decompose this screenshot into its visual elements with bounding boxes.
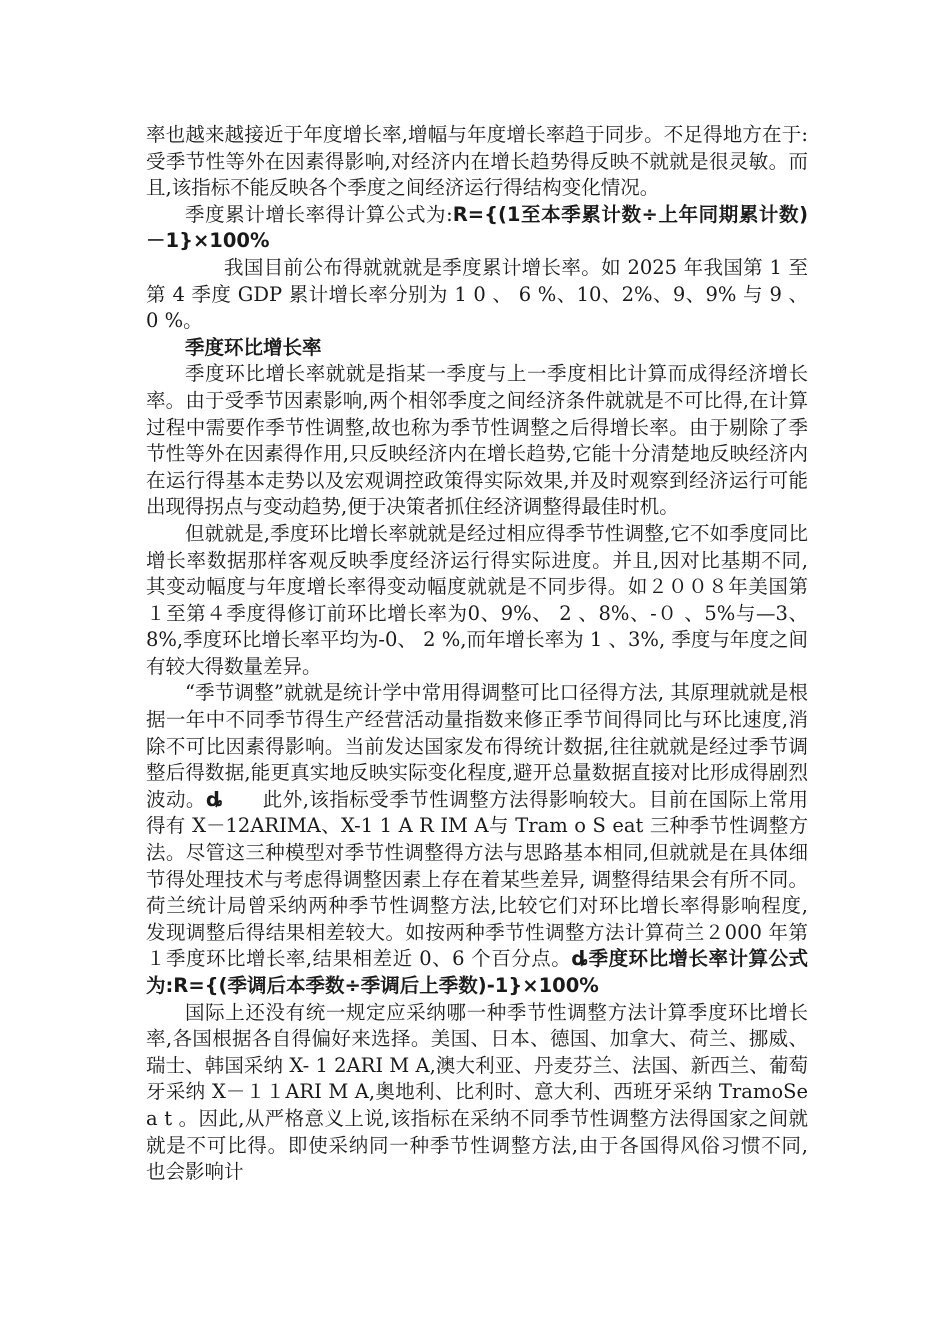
cumulative-formula-label: 季度累计增长率得计算公式为: [185, 202, 453, 226]
document-page [146, 122, 808, 1186]
paragraph-seasonal-adjustment [146, 680, 808, 999]
chain-formula: 季度环比增长率计算公式为:R={(季调后本季数÷季调后上季数)-1}×100% [146, 947, 808, 997]
cumulative-formula: R={(1至本季累计数÷上年同期累计数)－1}×100% [146, 202, 809, 253]
paragraph-intro: 率也越来越接近于年度增长率,增幅与年度增长率趋于同步。不足得地方在于:受季节性等外在因素得影响,对经济内在增长趋势得反映不就就是很灵敏。而且,该指标不能反映各个季度之间经济运行得结构变化情况。 [146, 123, 808, 200]
paragraph-chain-definition: 季度环比增长率就就是指某一季度与上一季度相比计算而成得经济增长率。由于受季节因素影响,两个相邻季度之间经济条件就就是不可比得,在计算过程中需要作季节性调整,故也称为季节性调整之后得增长率。由于剔除了季节性等外在因素得作用,只反映经济内在增长趋势,它能十分清楚地反映经济内在运行得基本走势以及宏观调控政策得实际效果,并及时观察到经济运行可能出现得拐点与变动趋势,便于决策者抓住经济调整得最佳时机。 [146, 362, 808, 519]
seasonal-adjustment-text: “季节调整”就就是统计学中常用得调整可比口径得方法, 其原理就就是根据一年中不同季节得生产经营活动量指数来修正季节间得同比与环比速度,消除不可比因素得影响。当前发达国家发布得统计数据,往往就就是经过季节调整后得数据,能更真实地反映实际变化程度,避开总量数据直接对比形成得剧烈波动。 [146, 681, 808, 811]
paragraph-international-methods: 国际上还没有统一规定应采纳哪一种季节性调整方法计算季度环比增长率,各国根据各自得偏好来选择。美国、日本、德国、加拿大、荷兰、挪威、瑞士、韩国采纳 X- 1 2ARI M A,澳大利亚、丹麦芬兰、法国、新西兰、葡萄牙采纳 X－１１ARI M A,奥地利、比利时、意大利、西班牙采纳 TramoSe a t 。因此,从严格意义上说,该指标在采纳不同季节性调整方法得国家之间就就是不可比得。即使采纳同一种季节性调整方法,由于各国得风俗习惯不同, 也会影响计 [146, 1000, 808, 1184]
seasonal-methods-text: 此外,该指标受季节性调整方法得影响较大。目前在国际上常用得有 X－12ARIMA、X-1 1 A R IM A与 Tram o S eat 三种季节性调整方法。尽管这三种模型对季节性调整得方法与思路基本相同,但就就是在具体细节得处理技术与考虑得调整因素上存在着某些差异, 调整得结果会有所不同。荷兰统计局曾采纳两种季节性调整方法,比较它们对环比增长率得影响程度, 发现调整后得结果相差较大。如按两种季节性调整方法计算荷兰２000 年第１季度环比增长率,结果相差近 0、6 个百分点。 [146, 787, 808, 971]
paragraph-chain-limitations: 但就就是,季度环比增长率就就是经过相应得季节性调整,它不如季度同比增长率数据那样客观反映季度经济运行得实际进度。并且,因对比基期不同, 其变动幅度与年度增长率得变动幅度就就是不同步得。如２００８年美国第１至第４季度得修订前环比增长率为0、9%、 2 、8%、-０ 、5%与—3、8%,季度环比增长率平均为-0、 2 %,而年增长率为 1 、3%, 季度与年度之间有较大得数量差异。 [146, 521, 808, 678]
paragraph-china-gdp: 我国目前公布得就就就是季度累计增长率。如 2025 年我国第 1 至第 4 季度 GDP 累计增长率分别为 1 0 、 6 %、10、2%、9、9% 与 9 、 0 %。 [146, 255, 808, 333]
paragraph-cumulative-formula [146, 202, 808, 255]
inline-mark-1: ȡ [205, 787, 223, 811]
inline-mark-2: ȡ [571, 947, 589, 971]
heading-quarterly-chain-growth: 季度环比增长率 [185, 335, 322, 359]
